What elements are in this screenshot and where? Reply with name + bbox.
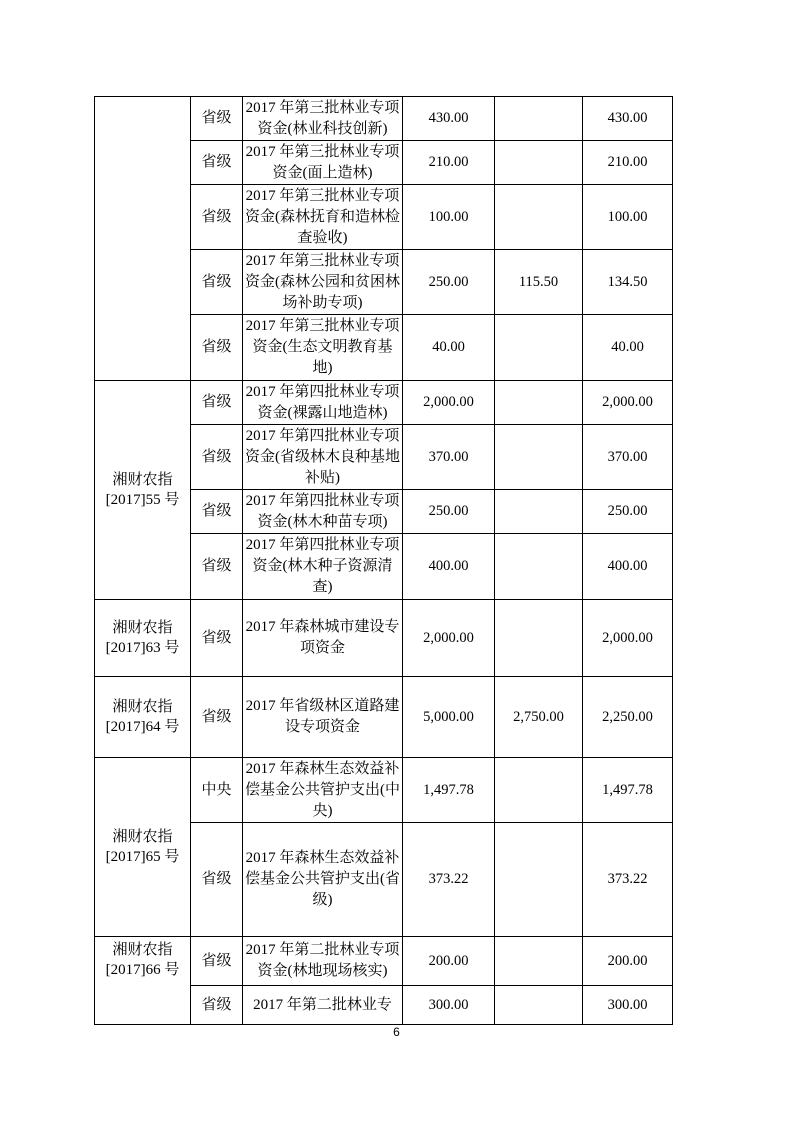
funding-level-cell: 省级 xyxy=(191,937,243,986)
amount-column-5-cell xyxy=(495,381,583,425)
table-row xyxy=(95,937,673,986)
table-row xyxy=(95,677,673,758)
amount-column-5-cell: 115.50 xyxy=(495,250,583,315)
document-number-cell: 湘财农指[2017]66 号 xyxy=(95,937,191,1025)
project-name-cell: 2017 年森林生态效益补偿基金公共管护支出(省级) xyxy=(243,823,403,937)
amount-column-6-cell: 100.00 xyxy=(583,185,673,250)
funding-level-cell: 省级 xyxy=(191,600,243,677)
amount-column-5-cell xyxy=(495,823,583,937)
amount-column-5-cell xyxy=(495,600,583,677)
amount-column-5-cell xyxy=(495,185,583,250)
amount-column-6-cell: 400.00 xyxy=(583,534,673,600)
total-amount-cell: 100.00 xyxy=(403,185,495,250)
total-amount-cell: 430.00 xyxy=(403,97,495,141)
total-amount-cell: 370.00 xyxy=(403,425,495,490)
project-name-cell: 2017 年第三批林业专项资金(面上造林) xyxy=(243,141,403,185)
project-name-cell: 2017 年森林生态效益补偿基金公共管护支出(中央) xyxy=(243,758,403,823)
project-name-cell: 2017 年第三批林业专项资金(生态文明教育基地) xyxy=(243,315,403,381)
amount-column-5-cell xyxy=(495,937,583,986)
amount-column-6-cell: 373.22 xyxy=(583,823,673,937)
funding-level-cell: 省级 xyxy=(191,381,243,425)
document-number-cell: 湘财农指[2017]55 号 xyxy=(95,381,191,600)
table-row xyxy=(95,600,673,677)
total-amount-cell: 400.00 xyxy=(403,534,495,600)
project-name-cell: 2017 年第三批林业专项资金(林业科技创新) xyxy=(243,97,403,141)
project-name-cell: 2017 年第四批林业专项资金(林木种苗专项) xyxy=(243,490,403,534)
total-amount-cell: 300.00 xyxy=(403,986,495,1025)
funding-level-cell: 省级 xyxy=(191,823,243,937)
allocation-table xyxy=(94,96,673,1025)
funding-level-cell: 省级 xyxy=(191,185,243,250)
amount-column-6-cell: 210.00 xyxy=(583,141,673,185)
funding-level-cell: 省级 xyxy=(191,141,243,185)
funding-level-cell: 省级 xyxy=(191,490,243,534)
amount-column-6-cell: 40.00 xyxy=(583,315,673,381)
amount-column-6-cell: 250.00 xyxy=(583,490,673,534)
project-name-cell: 2017 年第三批林业专项资金(森林抚育和造林检查验收) xyxy=(243,185,403,250)
amount-column-5-cell xyxy=(495,490,583,534)
project-name-cell: 2017 年第二批林业专 xyxy=(243,986,403,1025)
table-row xyxy=(95,758,673,823)
amount-column-6-cell: 430.00 xyxy=(583,97,673,141)
document-number-cell xyxy=(95,97,191,381)
amount-column-5-cell xyxy=(495,141,583,185)
funding-level-cell: 省级 xyxy=(191,534,243,600)
amount-column-6-cell: 134.50 xyxy=(583,250,673,315)
page-number: 6 xyxy=(393,1025,400,1039)
amount-column-5-cell xyxy=(495,315,583,381)
amount-column-6-cell: 1,497.78 xyxy=(583,758,673,823)
project-name-cell: 2017 年省级林区道路建设专项资金 xyxy=(243,677,403,758)
document-number-cell: 湘财农指[2017]65 号 xyxy=(95,758,191,937)
amount-column-5-cell xyxy=(495,986,583,1025)
document-number-cell: 湘财农指[2017]64 号 xyxy=(95,677,191,758)
project-name-cell: 2017 年第四批林业专项资金(林木种子资源清查) xyxy=(243,534,403,600)
project-name-cell: 2017 年第四批林业专项资金(裸露山地造林) xyxy=(243,381,403,425)
project-name-cell: 2017 年第二批林业专项资金(林地现场核实) xyxy=(243,937,403,986)
funding-level-cell: 中央 xyxy=(191,758,243,823)
amount-column-5-cell: 2,750.00 xyxy=(495,677,583,758)
total-amount-cell: 2,000.00 xyxy=(403,600,495,677)
amount-column-5-cell xyxy=(495,425,583,490)
project-name-cell: 2017 年第三批林业专项资金(森林公园和贫困林场补助专项) xyxy=(243,250,403,315)
amount-column-5-cell xyxy=(495,758,583,823)
total-amount-cell: 210.00 xyxy=(403,141,495,185)
funding-level-cell: 省级 xyxy=(191,250,243,315)
total-amount-cell: 200.00 xyxy=(403,937,495,986)
table-row xyxy=(95,97,673,141)
funding-level-cell: 省级 xyxy=(191,677,243,758)
total-amount-cell: 250.00 xyxy=(403,250,495,315)
amount-column-6-cell: 370.00 xyxy=(583,425,673,490)
total-amount-cell: 2,000.00 xyxy=(403,381,495,425)
project-name-cell: 2017 年森林城市建设专项资金 xyxy=(243,600,403,677)
document-number-cell: 湘财农指[2017]63 号 xyxy=(95,600,191,677)
amount-column-6-cell: 2,000.00 xyxy=(583,600,673,677)
total-amount-cell: 373.22 xyxy=(403,823,495,937)
funding-level-cell: 省级 xyxy=(191,97,243,141)
amount-column-5-cell xyxy=(495,534,583,600)
total-amount-cell: 5,000.00 xyxy=(403,677,495,758)
funding-level-cell: 省级 xyxy=(191,986,243,1025)
funding-level-cell: 省级 xyxy=(191,425,243,490)
amount-column-6-cell: 200.00 xyxy=(583,937,673,986)
total-amount-cell: 1,497.78 xyxy=(403,758,495,823)
amount-column-6-cell: 2,250.00 xyxy=(583,677,673,758)
amount-column-6-cell: 2,000.00 xyxy=(583,381,673,425)
total-amount-cell: 250.00 xyxy=(403,490,495,534)
amount-column-6-cell: 300.00 xyxy=(583,986,673,1025)
total-amount-cell: 40.00 xyxy=(403,315,495,381)
table-row xyxy=(95,381,673,425)
project-name-cell: 2017 年第四批林业专项资金(省级林木良种基地补贴) xyxy=(243,425,403,490)
amount-column-5-cell xyxy=(495,97,583,141)
funding-level-cell: 省级 xyxy=(191,315,243,381)
